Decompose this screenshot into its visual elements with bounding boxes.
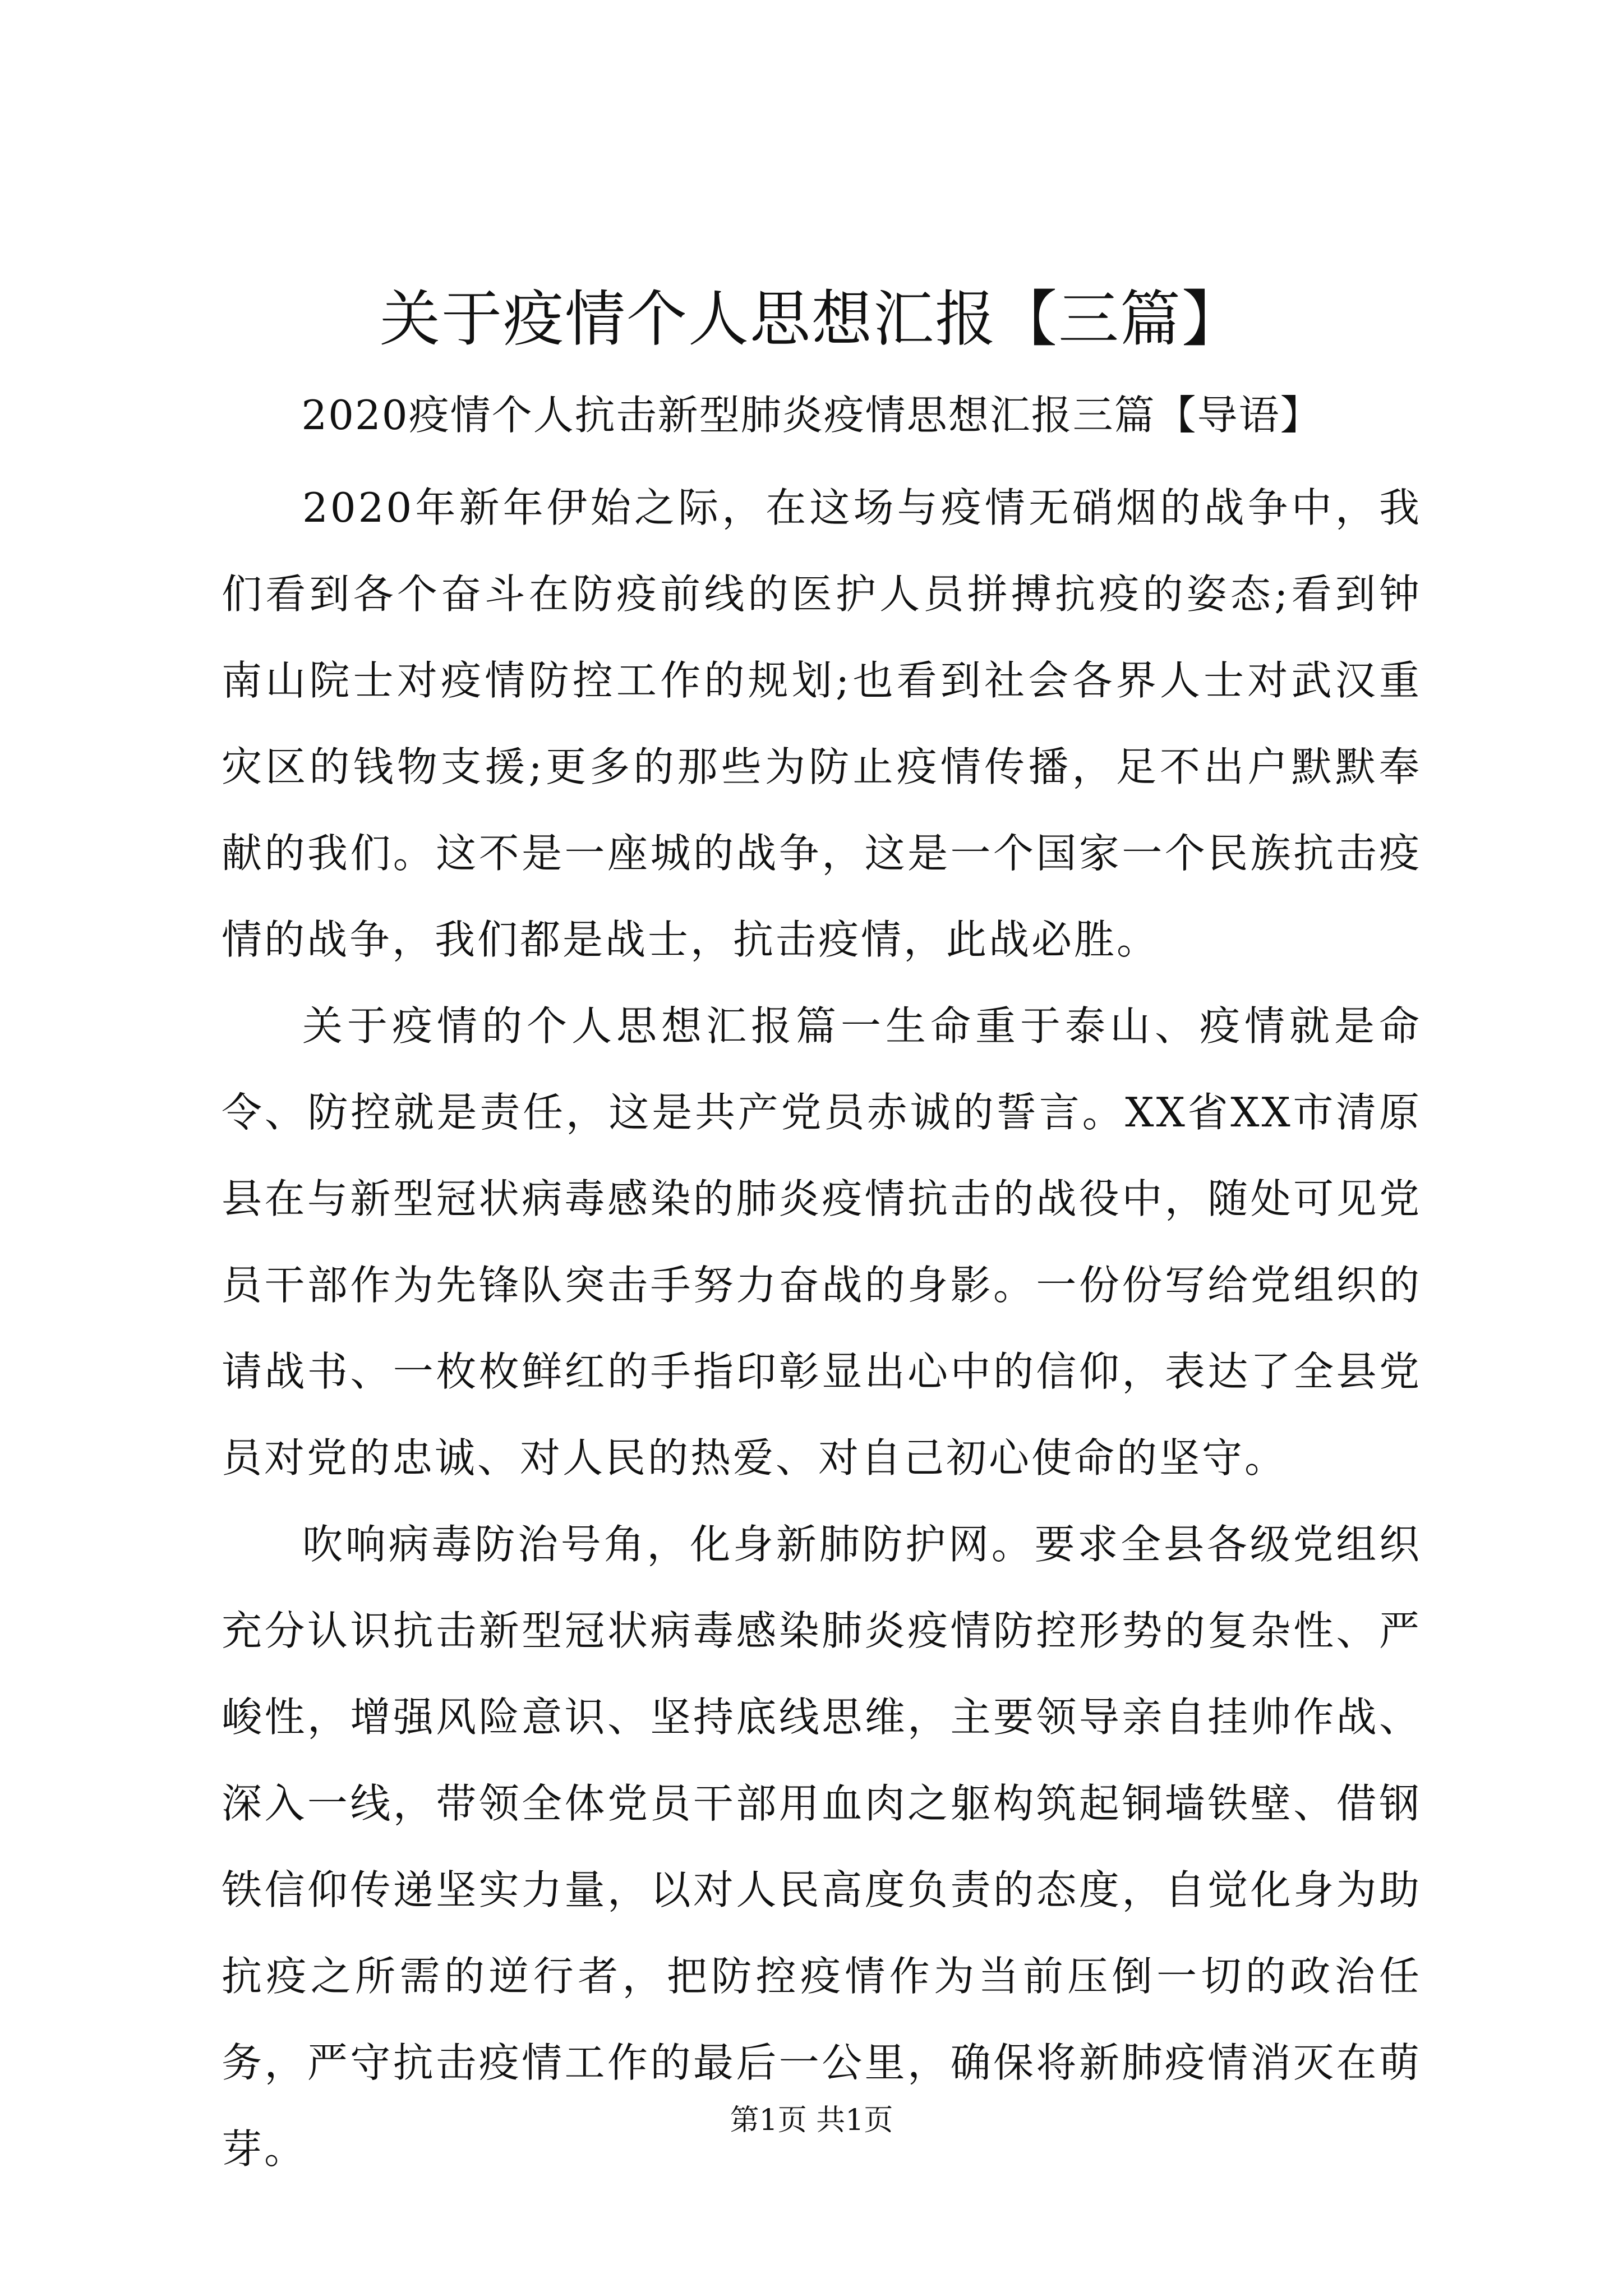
paragraph-part-one: 关于疫情的个人思想汇报篇一生命重于泰山、疫情就是命令、防控就是责任，这是共产党员赤诚的誓言。XX省XX市清原县在与新型冠状病毒感染的肺炎疫情抗击的战役中，随处可见党员干部作为先锋队突击手努力奋战的身影。一份份写给党组织的请战书、一枚枚鲜红的手指印彰显出心中的信仰，表达了全县党员对党的忠诚、对人民的热爱、对自己初心使命的坚守。 [222, 1002, 1422, 1481]
document-subtitle: 2020疫情个人抗击新型肺炎疫情思想汇报三篇【导语】 [301, 392, 1322, 439]
paragraph-part-two: 吹响病毒防治号角，化身新肺防护网。要求全县各级党组织充分认识抗击新型冠状病毒感染肺炎疫情防控形势的复杂性、严峻性，增强风险意识、坚持底线思维，主要领导亲自挂帅作战、深入一线，带领全体党员干部用血肉之躯构筑起铜墙铁壁、借钢铁信仰传递坚实力量，以对人民高度负责的态度，自觉化身为助抗疫之所需的逆行者，把防控疫情作为当前压倒一切的政治任务，严守抗击疫情工作的最后一公里，确保将新肺疫情消灭在萌芽。 [222, 1521, 1422, 2173]
page-footer: 第1页 共1页 [730, 2104, 893, 2137]
document-title: 关于疫情个人思想汇报【三篇】 [379, 284, 1243, 355]
document-body [222, 464, 1422, 2192]
paragraph-intro: 2020年新年伊始之际，在这场与疫情无硝烟的战争中，我们看到各个奋斗在防疫前线的医护人员拼搏抗疫的姿态;看到钟南山院士对疫情防控工作的规划;也看到社会各界人士对武汉重灾区的钱物支援;更多的那些为防止疫情传播，足不出户默默奉献的我们。这不是一座城的战争，这是一个国家一个民族抗击疫情的战争，我们都是战士，抗击疫情，此战必胜。 [222, 484, 1422, 963]
